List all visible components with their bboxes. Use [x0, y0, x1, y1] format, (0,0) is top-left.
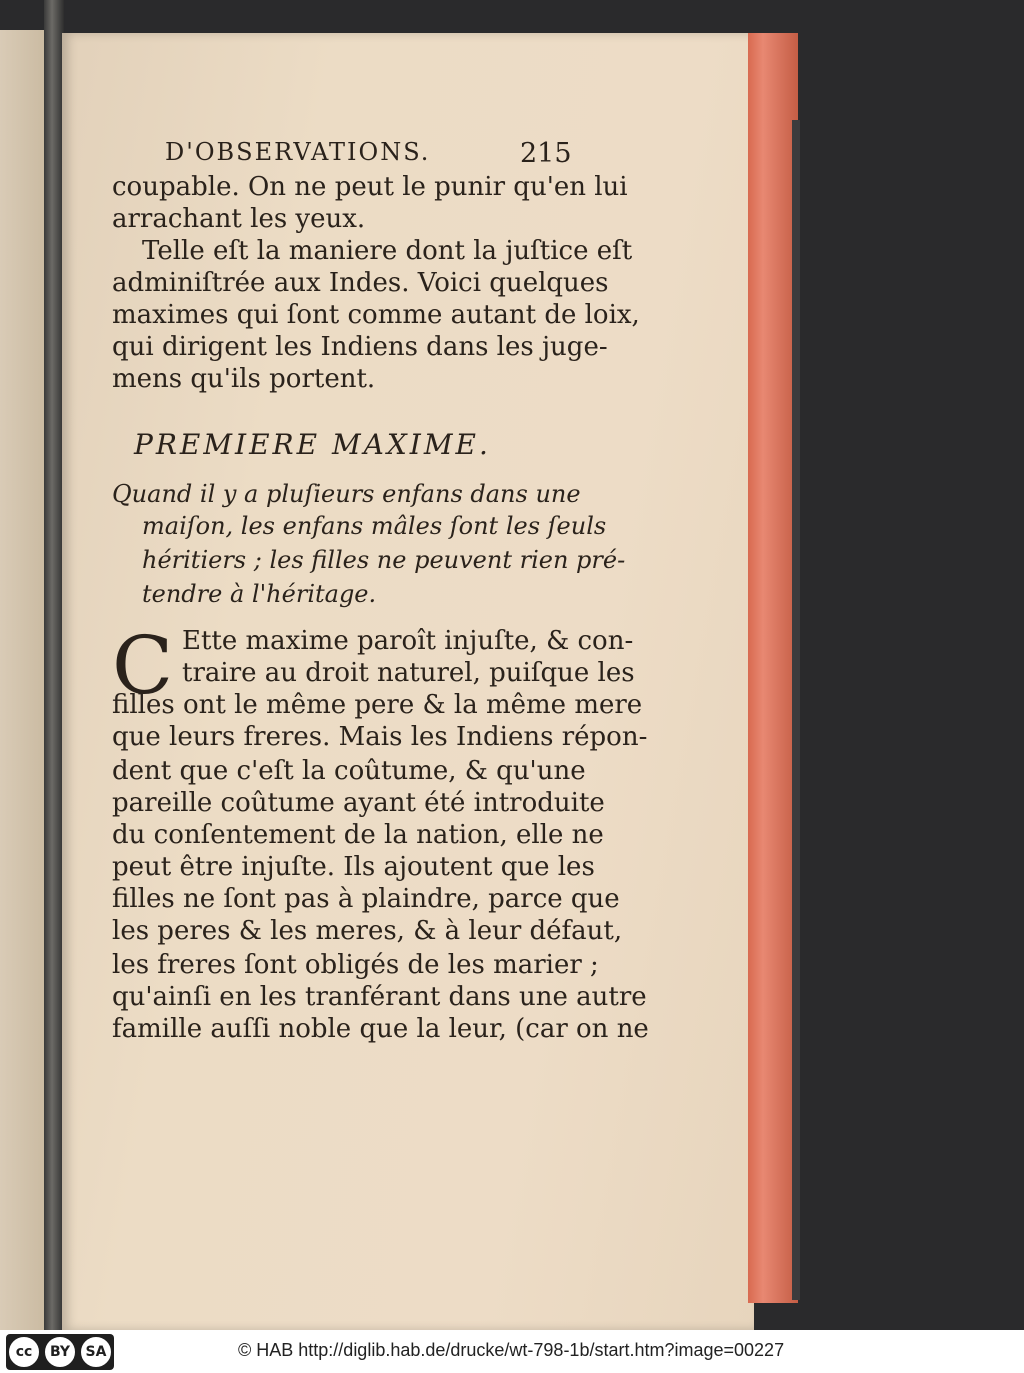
body-line: pareille coûtume ayant été introduite [112, 788, 605, 818]
maxim-line: héritiers ; les filles ne peuvent rien pré- [142, 546, 626, 574]
body-line: peut être injuſte. Ils ajoutent que les [112, 852, 595, 882]
book-binding [44, 0, 64, 1330]
intro-line: coupable. On ne peut le punir qu'en lui [112, 172, 628, 202]
footer-bar [0, 1330, 1024, 1373]
intro-line: mens qu'ils portent. [112, 364, 376, 394]
drop-cap: C [112, 619, 174, 712]
by-icon: BY [45, 1337, 75, 1367]
cc-icon: cc [9, 1337, 39, 1367]
maxim-line: tendre à l'héritage. [142, 580, 377, 608]
body-line: dent que c'eſt la coûtume, & qu'une [112, 756, 586, 786]
intro-line: Telle eſt la maniere dont la juſtice eſt [142, 236, 633, 266]
cc-license-badge[interactable] [6, 1334, 114, 1370]
header-title: D'OBSERVATIONS. [165, 138, 431, 166]
copyright-credit: © HAB http://diglib.hab.de/drucke/wt-798-1b/start.htm?image=00227 [238, 1340, 785, 1360]
body-line: filles ont le même pere & la même mere [112, 690, 643, 720]
page-red-edge [748, 33, 798, 1303]
body-line: traire au droit naturel, puiſque les [182, 658, 635, 688]
section-title: PREMIERE MAXIME. [134, 428, 491, 461]
body-line: les peres & les meres, & à leur défaut, [112, 916, 623, 946]
intro-line: adminiſtrée aux Indes. Voici quelques [112, 268, 609, 298]
body-line: filles ne ſont pas à plaindre, parce que [112, 884, 620, 914]
body-line: que leurs freres. Mais les Indiens répon- [112, 722, 648, 752]
body-line: qu'ainſi en les tranférant dans une autre [112, 982, 647, 1012]
body-line: famille auſſi noble que la leur, (car on ne [112, 1014, 649, 1044]
intro-line: maximes qui ſont comme autant de loix, [112, 300, 640, 330]
maxim-line: maiſon, les enfans mâles ſont les ſeuls [142, 512, 607, 540]
page-number: 215 [520, 138, 572, 169]
body-line: Ette maxime paroît injuſte, & con- [182, 626, 634, 656]
page-gap [792, 120, 800, 1300]
body-line: du conſentement de la nation, elle ne [112, 820, 604, 850]
intro-line: arrachant les yeux. [112, 204, 366, 234]
sa-icon: SA [81, 1337, 111, 1367]
running-header [165, 138, 572, 169]
maxim-line: Quand il y a pluſieurs enfans dans une [112, 480, 581, 508]
facing-page-edge [0, 30, 50, 1330]
body-line: les freres ſont obligés de les marier ; [112, 950, 599, 980]
intro-line: qui dirigent les Indiens dans les juge- [112, 332, 608, 362]
